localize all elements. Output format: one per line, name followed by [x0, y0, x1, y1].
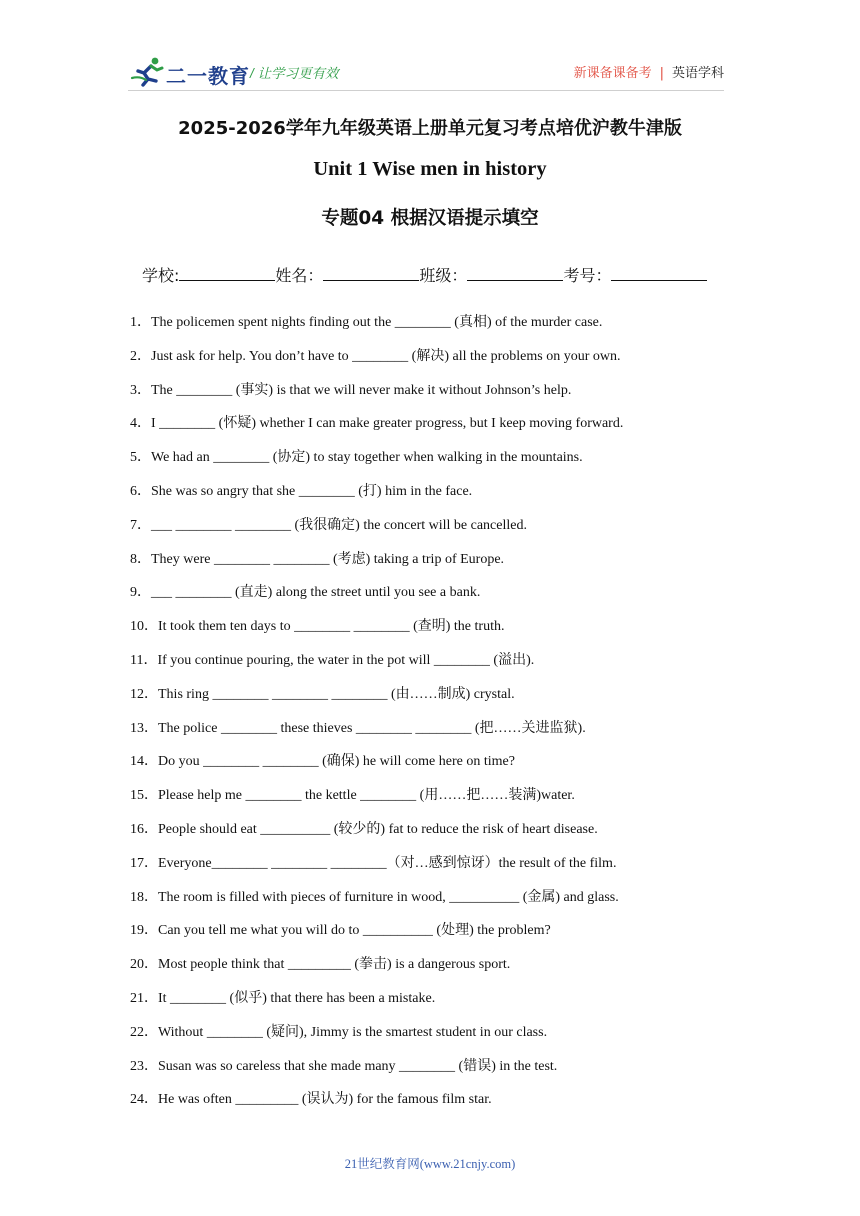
- question-item: 6．She was so angry that she ________ (打) him in the face.: [130, 483, 473, 499]
- question-item: 2．Just ask for help. You don’t have to ________ (解决) all the problems on your own.: [130, 348, 621, 364]
- document-title: 2025-2026学年九年级英语上册单元复习考点培优沪教牛津版: [178, 118, 682, 139]
- question-item: 12．This ring ________ ________ ________ (由……制成) crystal.: [130, 686, 515, 702]
- question-item: 21．It ________ (似乎) that there has been a mistake.: [130, 990, 436, 1006]
- logo-text: 二一教育: [166, 66, 250, 88]
- question-item: 11．If you continue pouring, the water in the pot will ________ (溢出).: [130, 652, 535, 668]
- name-blank[interactable]: [323, 264, 419, 281]
- page-footer: 21世纪教育网(www.21cnjy.com): [344, 1157, 516, 1171]
- logo: [130, 56, 250, 88]
- question-item: 20．Most people think that _________ (拳击) is a dangerous sport.: [130, 957, 511, 973]
- question-item: 23．Susan was so careless that she made many ________ (错误) in the test.: [130, 1058, 558, 1074]
- exam-number-label: 考号：: [563, 266, 612, 285]
- question-item: 16．People should eat __________ (较少的) fat to reduce the risk of heart disease.: [130, 821, 598, 837]
- school-blank[interactable]: [179, 264, 275, 281]
- page-header: [128, 56, 724, 90]
- question-item: 4．I ________ (怀疑) whether I can make greater progress, but I keep moving forward.: [130, 416, 624, 432]
- student-info-row: [142, 263, 742, 286]
- question-item: 5．We had an ________ (协定) to stay together when walking in the mountains.: [130, 450, 583, 466]
- question-item: 15．Please help me ________ the kettle ________ (用……把……装满)water.: [130, 788, 575, 804]
- class-blank[interactable]: [467, 264, 563, 281]
- topic-title: 专题04 根据汉语提示填空: [321, 208, 539, 229]
- question-list: [130, 313, 750, 1124]
- question-item: 3．The ________ (事实) is that we will never make it without Johnson’s help.: [130, 382, 572, 398]
- slogan: / 让学习更有效: [250, 66, 339, 81]
- question-item: 10．It took them ten days to ________ ________ (查明) the truth.: [130, 619, 505, 635]
- header-divider: [128, 90, 724, 91]
- runner-logo-icon: [130, 56, 166, 88]
- header-tag-course: 新课备课备考: [573, 66, 652, 81]
- question-item: 9．___ ________ (直走) along the street until you see a bank.: [130, 585, 481, 601]
- question-item: 22．Without ________ (疑问), Jimmy is the smartest student in our class.: [130, 1024, 548, 1040]
- question-item: 18．The room is filled with pieces of furniture in wood, __________ (金属) and glass.: [130, 889, 619, 905]
- header-tag-subject: 英语学科: [671, 66, 724, 81]
- question-item: 13．The police ________ these thieves ________ ________ (把……关进监狱).: [130, 720, 586, 736]
- question-item: 8．They were ________ ________ (考虑) taking a trip of Europe.: [130, 551, 505, 567]
- question-item: 14．Do you ________ ________ (确保) he will come here on time?: [130, 754, 515, 770]
- school-label: 学校:: [142, 266, 180, 285]
- class-label: 班级：: [419, 266, 468, 285]
- question-item: 1．The policemen spent nights finding out the ________ (真相) of the murder case.: [130, 315, 603, 330]
- question-item: 17．Everyone________ ________ ________（对…感到惊讶）the result of the film.: [130, 855, 617, 871]
- unit-title: Unit 1 Wise men in history: [313, 158, 547, 180]
- name-label: 姓名：: [275, 266, 324, 285]
- question-item: 24．He was often _________ (误认为) for the famous film star.: [130, 1092, 492, 1108]
- header-right-tags: [574, 62, 724, 81]
- question-item: 19．Can you tell me what you will do to __________ (处理) the problem?: [130, 923, 551, 939]
- question-item: 7．___ ________ ________ (我很确定) the concert will be cancelled.: [130, 517, 527, 533]
- exam-number-blank[interactable]: [611, 264, 707, 281]
- header-separator: |: [659, 66, 664, 81]
